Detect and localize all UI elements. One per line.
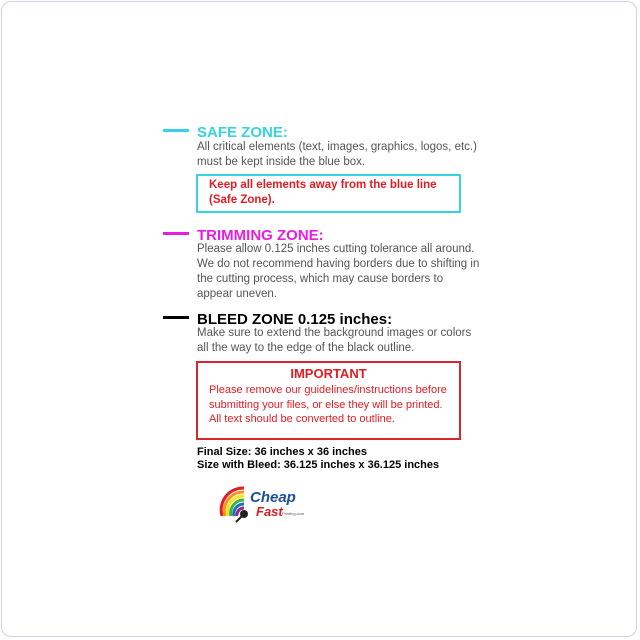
printer-brush-logo-icon [218, 478, 318, 524]
important-body [209, 383, 447, 427]
trimming-zone-line: the cutting process, which may cause borders to [197, 273, 444, 285]
safe-zone-line: All critical elements (text, images, graphics, logos, etc.) [197, 141, 477, 153]
safe-zone-note-line: (Safe Zone). [209, 194, 275, 206]
bleed-zone-description [197, 326, 471, 356]
bleed-zone-line: Make sure to extend the background images or colors [197, 327, 472, 339]
bleed-zone-marker [163, 316, 189, 319]
important-title: IMPORTANT [290, 366, 367, 381]
important-line: All text should be converted to outline. [209, 413, 395, 425]
logo-tagline: Printing.com [282, 511, 305, 516]
logo-word-cheap: Cheap [250, 489, 296, 506]
bleed-size-text: Size with Bleed: 36.125 inches x 36.125 inches [197, 459, 440, 471]
bleed-zone-line: all the way to the edge of the black outline. [197, 342, 415, 354]
important-line: submitting your files, or else they will be printed. [209, 398, 443, 411]
safe-zone-marker [163, 129, 189, 132]
trimming-zone-marker [163, 232, 189, 235]
safe-zone-note-box [196, 174, 461, 213]
trimming-zone-line: appear uneven. [197, 288, 277, 300]
trimming-zone-line: We do not recommend having borders due to shifting in [197, 258, 480, 270]
logo-word-fast: Fast [256, 504, 283, 519]
safe-zone-heading: SAFE ZONE: [197, 124, 288, 141]
bleed-zone-heading: BLEED ZONE 0.125 inches: [197, 311, 393, 328]
final-size-text: Final Size: 36 inches x 36 inches [197, 446, 367, 458]
trimming-zone-description [197, 242, 479, 302]
safe-zone-description [197, 140, 477, 170]
trimming-zone-line: Please allow 0.125 inches cutting tolerance all around. [197, 243, 475, 255]
important-line: Please remove our guidelines/instructions before [209, 384, 447, 396]
important-box [196, 361, 461, 440]
safe-zone-note-line: Keep all elements away from the blue line [209, 179, 437, 191]
trimming-zone-heading: TRIMMING ZONE: [197, 227, 324, 244]
cheap-fast-printing-logo [218, 478, 318, 524]
safe-zone-line: must be kept inside the blue box. [197, 156, 366, 168]
